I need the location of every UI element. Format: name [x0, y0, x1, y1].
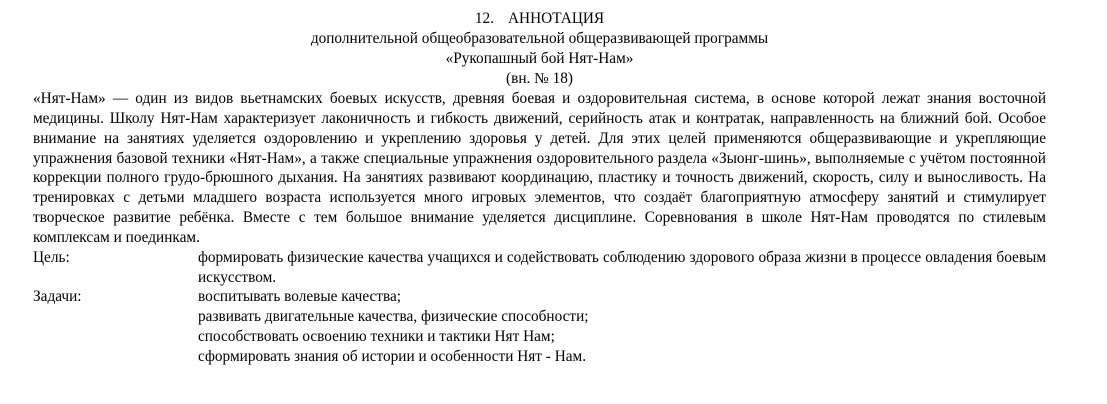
goal-text: формировать физические качества учащихся и содействовать соблюдению здорового образа жизни в процессе овладения боевым искусством. [198, 248, 1046, 286]
goal-label: Цель: [33, 248, 70, 266]
annotation-document [33, 9, 1046, 367]
tasks-label: Задачи: [33, 288, 82, 306]
program-name: «Рукопашный бой Нят-Нам» [445, 50, 634, 67]
goal-row [33, 248, 1046, 288]
annotation-header [33, 9, 1046, 89]
document-subtitle: дополнительной общеобразовательной общеразвивающей программы [310, 30, 769, 47]
section-number: 12. [474, 10, 494, 27]
task-item: воспитывать волевые качества; [198, 288, 402, 306]
program-description: «Нят-Нам» — один из видов вьетнамских боевых искусств, древняя боевая и оздоровительная система, в основе которой лежат знания восточной медицины. Школу Нят-Нам характеризует лаконичность и гибкость движений, серийность атак и контратак, направленность на ближний бой. Особое внимание на занятиях уделяется оздоровлению и укреплению здоровья у детей. Для этих целей применяются общеразвивающие и укрепляющие упражнения базовой техники «Нят-Нам», а также специальные упражнения оздоровительного раздела «Зыонг-шинь», выполняемые с учётом постоянной коррекции полного грудо-брюшного дыхания. На занятиях развивают координацию, пластику и точность движений, скорость, силу и выносливость. На тренировках с детьми младшего возраста используется много игровых элементов, что создаёт благоприятную атмосферу занятий и стимулирует творческое развитие ребёнка. Вместе с тем большое внимание уделяется дисциплине. Соревнования в школе Нят-Нам проводятся по стилевым комплексам и поединкам. [33, 90, 1046, 246]
task-item: способствовать освоению техники и тактики Нят Нам; [198, 328, 555, 346]
document-title: АННОТАЦИЯ [508, 10, 605, 27]
tasks-row [33, 287, 1046, 366]
task-item: сформировать знания об истории и особенности Нят - Нам. [198, 347, 587, 365]
heading-line [33, 9, 1046, 29]
task-item: развивать двигательные качества, физические способности; [198, 308, 589, 326]
program-code: (вн. № 18) [506, 70, 573, 87]
tasks-list [198, 287, 1046, 366]
